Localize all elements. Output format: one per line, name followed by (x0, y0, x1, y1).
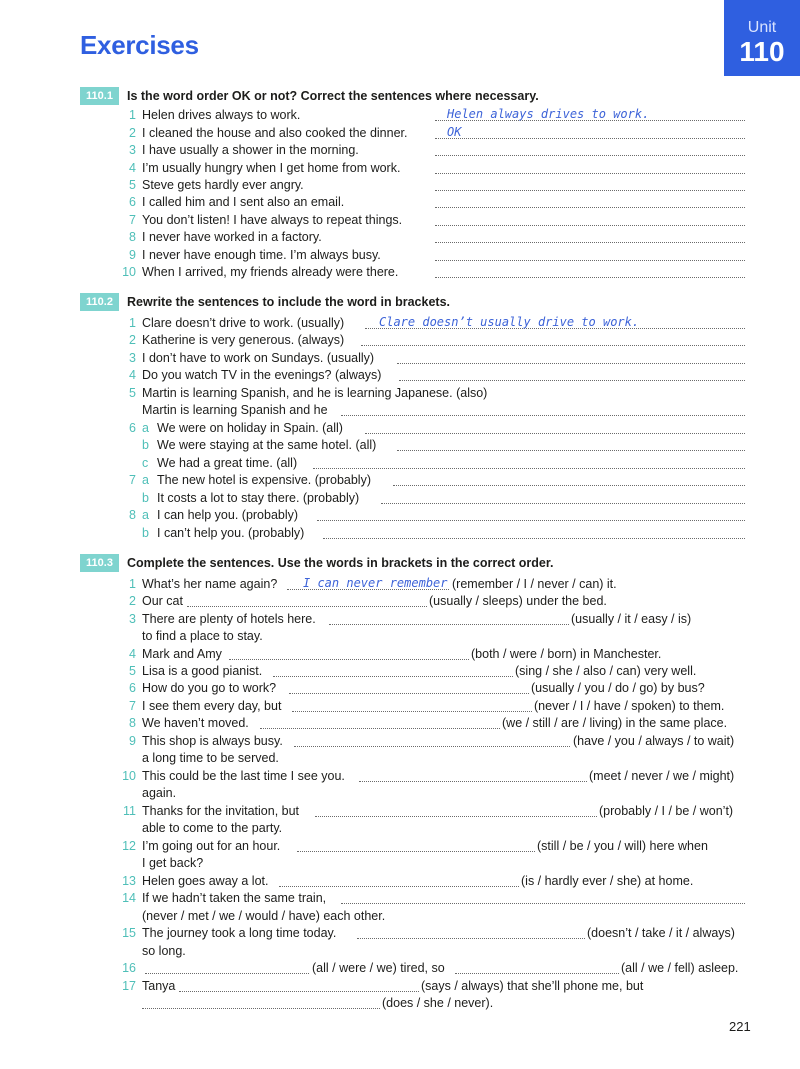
exercise-item (117, 960, 745, 977)
exercise-item (117, 768, 745, 785)
item-number: 3 (129, 351, 136, 365)
exercise-item (117, 978, 745, 995)
item-sentence: Steve gets hardly ever angry. (142, 178, 304, 192)
exercise-item (117, 194, 745, 211)
exercise-item (117, 367, 745, 384)
exercise-item (117, 680, 745, 697)
item-sentence: The new hotel is expensive. (probably) (157, 473, 372, 487)
item-sentence: I don’t have to work on Sundays. (usually) (142, 351, 375, 365)
exercise-item-continuation (117, 995, 745, 1012)
item-sentence: Thanks for the invitation, but (142, 804, 300, 818)
exercise-item (117, 420, 745, 437)
exercise-item-continuation (117, 750, 745, 767)
answer-line[interactable] (435, 277, 745, 278)
item-sentence: I can’t help you. (probably) (157, 526, 305, 540)
answer-line[interactable] (145, 973, 309, 974)
item-number: 9 (129, 248, 136, 262)
answer-line[interactable] (317, 520, 745, 521)
exercise-item (117, 507, 745, 524)
item-letter: a (142, 473, 149, 487)
answer-line[interactable] (292, 711, 532, 712)
item-number: 1 (129, 577, 136, 591)
item-number: 11 (123, 804, 136, 818)
item-sentence: Mark and Amy (142, 647, 222, 661)
exercise-item-continuation (117, 908, 745, 925)
answer-line[interactable] (435, 260, 745, 261)
answer-line[interactable] (313, 468, 745, 469)
answer-line[interactable] (294, 746, 570, 747)
exercise-item (117, 212, 745, 229)
exercise-item (117, 332, 745, 349)
item-sentence: I have usually a shower in the morning. (142, 143, 359, 157)
item-hint: (doesn’t / take / it / always) (587, 926, 735, 940)
exercise-header (80, 293, 450, 311)
exercise-item (117, 472, 745, 489)
unit-number: 110 (739, 36, 785, 67)
item-number: 10 (122, 769, 136, 783)
item-number: 3 (129, 143, 136, 157)
item-sentence: Tanya (142, 979, 176, 993)
answer-line[interactable] (187, 606, 427, 607)
exercise-item (117, 229, 745, 246)
exercise-item (117, 715, 745, 732)
item-sentence: We were staying at the same hotel. (all) (157, 438, 377, 452)
item-hint: (usually / you / do / go) by bus? (531, 681, 705, 695)
item-sentence: This could be the last time I see you. (142, 769, 345, 783)
exercise-item-continuation (117, 402, 745, 419)
item-number: 4 (129, 647, 136, 661)
item-sentence: a long time to be served. (142, 751, 279, 765)
answer-line[interactable] (341, 415, 745, 416)
page-number: 221 (729, 1019, 751, 1034)
item-sentence: We were on holiday in Spain. (all) (157, 421, 343, 435)
item-number: 8 (129, 508, 136, 522)
exercise-item (117, 838, 745, 855)
item-hint: (probably / I / be / won’t) (599, 804, 734, 818)
exercise-badge: 110.3 (80, 554, 119, 572)
item-hint: (never / I / have / spoken) to them. (534, 699, 725, 713)
item-sentence: I get back? (142, 856, 204, 870)
answer-line[interactable] (397, 363, 745, 364)
item-hint: (remember / I / never / can) it. (452, 577, 617, 591)
answer-line[interactable] (229, 659, 469, 660)
item-number: 10 (122, 265, 136, 279)
exercise-item (117, 385, 745, 402)
item-number: 4 (129, 161, 136, 175)
handwritten-answer: OK (447, 125, 462, 139)
item-hint: (sing / she / also / can) very well. (515, 664, 697, 678)
answer-line[interactable] (455, 973, 619, 974)
item-hint: (meet / never / we / might) (589, 769, 735, 783)
item-number: 5 (129, 178, 136, 192)
item-sentence: Helen drives always to work. (142, 108, 301, 122)
exercise-item (117, 455, 745, 472)
answer-line[interactable] (435, 207, 745, 208)
item-sentence: Katherine is very generous. (always) (142, 333, 345, 347)
answer-line[interactable] (329, 624, 569, 625)
exercise-item (117, 873, 745, 890)
item-sentence: Lisa is a good pianist. (142, 664, 263, 678)
exercise-item (117, 264, 745, 281)
answer-line[interactable] (435, 155, 745, 156)
item-sentence: Martin is learning Spanish and he (142, 403, 328, 417)
item-sentence: I called him and I sent also an email. (142, 195, 345, 209)
exercise-item (117, 142, 745, 159)
exercise-header (80, 87, 539, 105)
answer-line[interactable] (142, 1008, 380, 1009)
item-number: 14 (122, 891, 136, 905)
item-sentence: again. (142, 786, 177, 800)
item-number: 9 (129, 734, 136, 748)
exercise-instruction: Is the word order OK or not? Correct the sentences where necessary. (127, 89, 539, 103)
item-hint: (still / be / you / will) here when (537, 839, 708, 853)
exercise-item (117, 698, 745, 715)
exercise-item (117, 437, 745, 454)
item-number: 1 (129, 316, 136, 330)
item-number: 5 (129, 386, 136, 400)
item-sentence: so long. (142, 944, 186, 958)
item-number: 8 (129, 716, 136, 730)
answer-line[interactable] (279, 886, 519, 887)
item-sentence: You don’t listen! I have always to repeat things. (142, 213, 403, 227)
exercise-item-continuation (117, 943, 745, 960)
answer-line[interactable] (397, 450, 745, 451)
item-hint: (usually / it / easy / is) (571, 612, 692, 626)
item-number: 7 (129, 473, 136, 487)
unit-tab (724, 0, 800, 76)
item-number: 3 (129, 612, 136, 626)
item-hint: (does / she / never). (382, 996, 494, 1010)
item-number: 2 (129, 333, 136, 347)
item-number: 6 (129, 421, 136, 435)
item-sentence: When I arrived, my friends already were there. (142, 265, 399, 279)
exercise-item (117, 646, 745, 663)
item-sentence: I’m usually hungry when I get home from work. (142, 161, 401, 175)
answer-line[interactable] (435, 242, 745, 243)
answer-line[interactable] (341, 903, 745, 904)
item-sentence: If we hadn’t taken the same train, (142, 891, 327, 905)
exercise-item (117, 576, 745, 593)
item-sentence: I never have enough time. I’m always busy. (142, 248, 381, 262)
item-letter: c (142, 456, 149, 470)
answer-line[interactable] (260, 728, 500, 729)
exercise-item-continuation (117, 855, 745, 872)
exercise-item (117, 350, 745, 367)
item-number: 12 (122, 839, 136, 853)
page-title: Exercises (80, 30, 199, 60)
answer-line[interactable] (357, 938, 585, 939)
answer-line[interactable] (435, 225, 745, 226)
answer-line[interactable] (381, 503, 745, 504)
item-number: 6 (129, 681, 136, 695)
item-letter: a (142, 508, 149, 522)
answer-line[interactable] (393, 485, 745, 486)
item-number: 8 (129, 230, 136, 244)
item-sentence: I can help you. (probably) (157, 508, 299, 522)
item-sentence: How do you go to work? (142, 681, 277, 695)
item-sentence: We haven’t moved. (142, 716, 249, 730)
item-sentence: The journey took a long time today. (142, 926, 337, 940)
exercise-item (117, 125, 745, 142)
item-sentence: I cleaned the house and also cooked the dinner. (142, 126, 408, 140)
exercise-item (117, 611, 745, 628)
item-sentence: I never have worked in a factory. (142, 230, 322, 244)
handwritten-answer: Clare doesn’t usually drive to work. (379, 315, 640, 329)
exercise-badge: 110.2 (80, 293, 119, 311)
item-sentence: Clare doesn’t drive to work. (usually) (142, 316, 345, 330)
item-letter: a (142, 421, 149, 435)
item-hint: (have / you / always / to wait) (573, 734, 735, 748)
exercise-badge: 110.1 (80, 87, 119, 105)
exercise-item (117, 315, 745, 332)
exercise-item (117, 925, 745, 942)
answer-line[interactable] (323, 538, 745, 539)
exercise-item (117, 160, 745, 177)
item-letter: b (142, 438, 149, 452)
answer-line[interactable] (179, 991, 419, 992)
answer-line[interactable] (435, 190, 745, 191)
exercise-item (117, 490, 745, 507)
item-number: 2 (129, 126, 136, 140)
exercise-item (117, 525, 745, 542)
exercise-item-continuation (117, 785, 745, 802)
exercise-item (117, 177, 745, 194)
item-number: 16 (122, 961, 136, 975)
exercise-item-continuation (117, 628, 745, 645)
answer-line[interactable] (435, 138, 745, 139)
answer-line[interactable] (399, 380, 745, 381)
unit-label: Unit (747, 19, 777, 36)
item-hint: (is / hardly ever / she) at home. (521, 874, 694, 888)
exercise-item (117, 803, 745, 820)
item-hint: (all / we / fell) asleep. (621, 961, 739, 975)
item-number: 7 (129, 213, 136, 227)
item-sentence: Do you watch TV in the evenings? (always) (142, 368, 382, 382)
item-number: 4 (129, 368, 136, 382)
answer-line[interactable] (359, 781, 587, 782)
item-hint: (never / met / we / would / have) each other. (142, 909, 386, 923)
item-sentence: What’s her name again? (142, 577, 278, 591)
exercise-item (117, 663, 745, 680)
answer-line[interactable] (365, 433, 745, 434)
answer-line[interactable] (273, 676, 513, 677)
item-sentence: Helen goes away a lot. (142, 874, 269, 888)
item-number: 6 (129, 195, 136, 209)
answer-line[interactable] (289, 693, 529, 694)
exercise-item (117, 247, 745, 264)
item-letter: b (142, 491, 149, 505)
answer-line[interactable] (315, 816, 597, 817)
exercise-item (117, 890, 745, 907)
item-sentence: to find a place to stay. (142, 629, 263, 643)
handwritten-answer: I can never remember (303, 576, 448, 590)
item-sentence: I see them every day, but (142, 699, 282, 713)
item-hint: (all / were / we) tired, so (312, 961, 445, 975)
item-number: 1 (129, 108, 136, 122)
item-sentence: Our cat (142, 594, 183, 608)
item-hint: (both / were / born) in Manchester. (471, 647, 662, 661)
item-sentence: There are plenty of hotels here. (142, 612, 316, 626)
item-hint: (usually / sleeps) under the bed. (429, 594, 607, 608)
item-sentence: This shop is always busy. (142, 734, 283, 748)
exercise-instruction: Complete the sentences. Use the words in brackets in the correct order. (127, 556, 554, 570)
item-hint: (we / still / are / living) in the same place. (502, 716, 728, 730)
exercise-instruction: Rewrite the sentences to include the word in brackets. (127, 295, 450, 309)
exercise-item (117, 107, 745, 124)
item-sentence: able to come to the party. (142, 821, 283, 835)
item-number: 7 (129, 699, 136, 713)
item-number: 13 (122, 874, 136, 888)
exercise-header (80, 554, 554, 572)
item-letter: b (142, 526, 149, 540)
item-sentence: We had a great time. (all) (157, 456, 298, 470)
item-sentence: I’m going out for an hour. (142, 839, 281, 853)
exercise-item (117, 593, 745, 610)
answer-line[interactable] (297, 851, 535, 852)
item-sentence: Martin is learning Spanish, and he is learning Japanese. (also) (142, 386, 488, 400)
item-number: 5 (129, 664, 136, 678)
item-number: 15 (122, 926, 136, 940)
exercise-item (117, 733, 745, 750)
item-sentence: It costs a lot to stay there. (probably) (157, 491, 360, 505)
item-number: 17 (122, 979, 136, 993)
item-hint: (says / always) that she’ll phone me, but (421, 979, 644, 993)
item-number: 2 (129, 594, 136, 608)
answer-line[interactable] (361, 345, 745, 346)
handwritten-answer: Helen always drives to work. (447, 107, 650, 121)
exercise-item-continuation (117, 820, 745, 837)
answer-line[interactable] (435, 173, 745, 174)
